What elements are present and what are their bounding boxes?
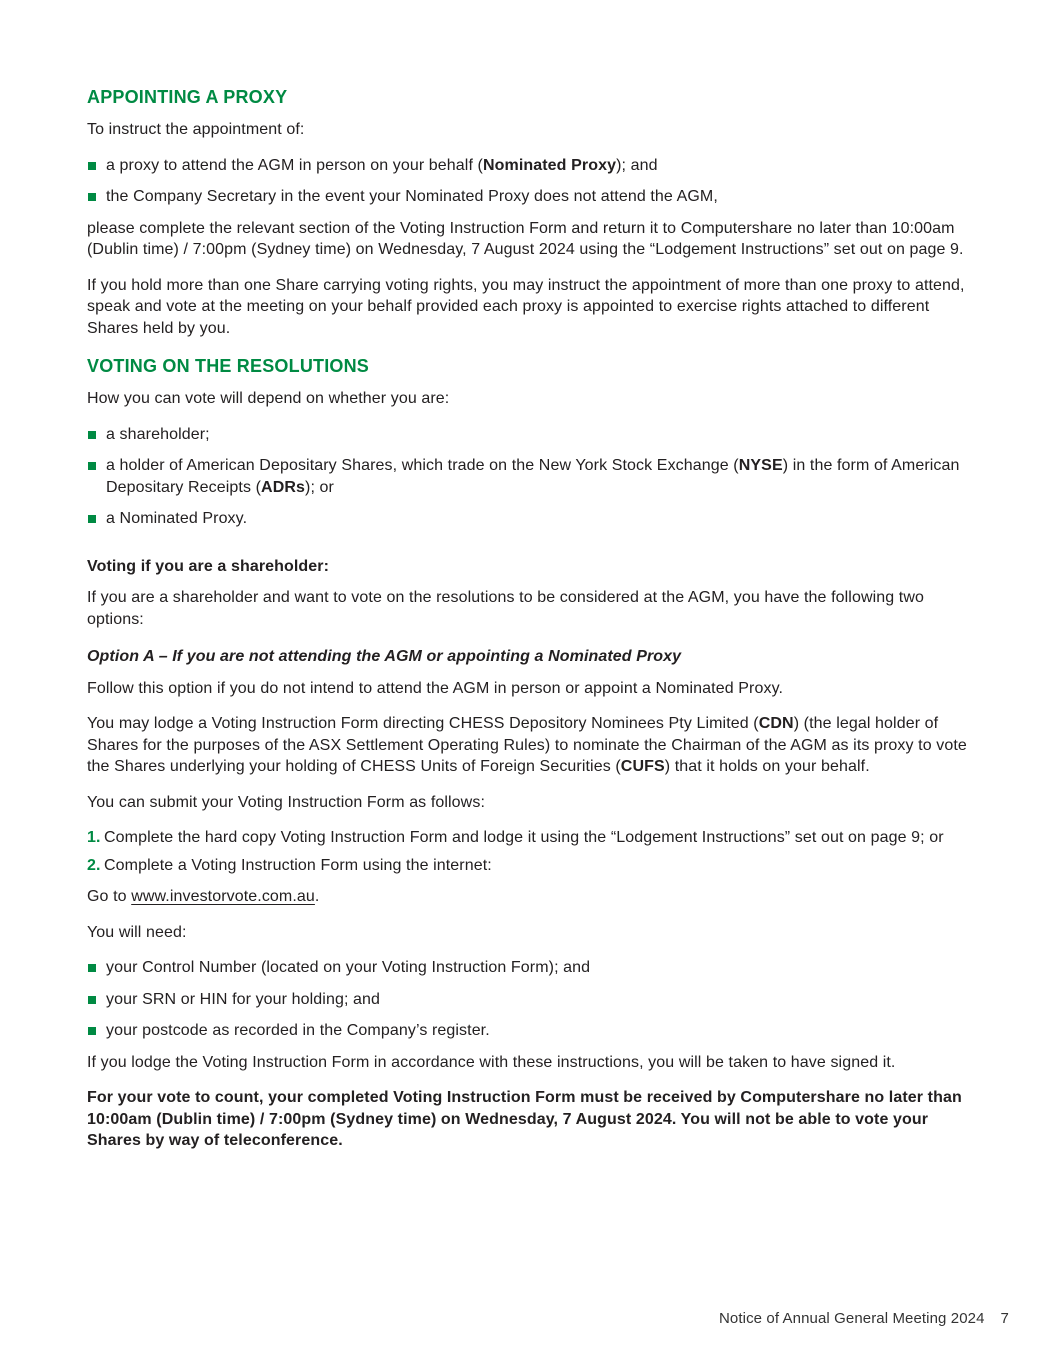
section-heading: APPOINTING A PROXY xyxy=(87,87,288,107)
option-heading: Option A – If you are not attending the AGM or appointing a Nominated Proxy xyxy=(87,648,682,665)
numbered-item-marker: 2. xyxy=(87,856,101,874)
text-run: How you can vote will depend on whether you are: xyxy=(87,390,450,407)
text-run: ); and xyxy=(616,156,658,174)
text-run: If you hold more than one Share carrying voting rights, you may instruct the appointment of more than one proxy to attend, speak and vote at the meeting on your behalf provided each proxy is appointed to exercise rights attached to different Shares held by you. xyxy=(87,276,965,337)
paragraph xyxy=(87,678,971,700)
bullet-square-icon xyxy=(88,431,96,439)
text-run: Follow this option if you do not intend to attend the AGM in person or appoint a Nominated Proxy. xyxy=(87,679,784,697)
text-run: For your vote to count, your completed Voting Instruction Form must be received by Computershare no later than 10:00am (Dublin time) / 7:00pm (Sydney time) on Wednesday, 7 August 2024. You will not be able to vote your Shares by way of teleconference. xyxy=(87,1089,962,1149)
text-run: . xyxy=(314,888,320,905)
text-run: CDN xyxy=(758,715,794,732)
bullet-square-icon xyxy=(88,996,96,1004)
bullet-item xyxy=(87,155,971,177)
bullet-text xyxy=(106,1020,490,1042)
text-run: You can submit your Voting Instruction Form as follows: xyxy=(87,793,485,811)
text-run: your postcode as recorded in the Company’s register. xyxy=(106,1022,490,1039)
subheading: Voting if you are a shareholder: xyxy=(87,557,330,575)
text-run: NYSE xyxy=(738,457,783,474)
page-footer xyxy=(719,1308,1009,1330)
bullet-text xyxy=(106,186,718,208)
text-run: ); or xyxy=(305,478,334,496)
text-run: ADRs xyxy=(261,478,306,496)
section-heading: VOTING ON THE RESOLUTIONS xyxy=(87,356,370,376)
document-content xyxy=(87,86,971,1166)
bullet-square-icon xyxy=(88,515,96,523)
text-run: your SRN or HIN for your holding; and xyxy=(106,990,381,1008)
text-run: Complete a Voting Instruction Form using the internet: xyxy=(104,856,492,874)
paragraph xyxy=(87,275,971,340)
bullet-text xyxy=(106,424,210,446)
text-run: Nominated Proxy xyxy=(482,156,617,174)
text-run: Go to xyxy=(87,888,132,905)
paragraph xyxy=(87,1087,971,1152)
text-run: If you lodge the Voting Instruction Form in accordance with these instructions, you will be taken to have signed it. xyxy=(87,1053,896,1071)
bullet-text xyxy=(106,508,247,530)
paragraph xyxy=(87,713,971,778)
paragraph xyxy=(87,886,971,908)
paragraph xyxy=(87,119,971,141)
text-run: CUFS xyxy=(620,758,665,775)
text-run: If you are a shareholder and want to vote on the resolutions to be considered at the AGM, you have the following two options: xyxy=(87,589,924,628)
bullet-item xyxy=(87,186,971,208)
numbered-item-text xyxy=(104,855,492,877)
bullet-square-icon xyxy=(88,193,96,201)
text-run: a shareholder; xyxy=(106,425,210,443)
text-run: your Control Number (located on your Voting Instruction Form); and xyxy=(106,959,591,976)
bullet-item xyxy=(87,1020,971,1042)
footer-page-number: 7 xyxy=(1000,1309,1009,1327)
footer-title: Notice of Annual General Meeting 2024 xyxy=(719,1309,985,1327)
text-run: a Nominated Proxy. xyxy=(106,510,248,527)
text-run: please complete the relevant section of the Voting Instruction Form and return it to Computershare no later than 10:00am (Dublin time) / 7:00pm (Sydney time) on Wednesday, 7 August 2024 using the “Lodgement Instructions” set out on page 9. xyxy=(87,219,964,258)
bullet-item xyxy=(87,989,971,1011)
bullet-item xyxy=(87,508,971,530)
text-run: a holder of American Depositary Shares, which trade on the New York Stock Exchange ( xyxy=(106,457,739,474)
numbered-item xyxy=(87,827,971,849)
bullet-item xyxy=(87,424,971,446)
bullet-item xyxy=(87,455,971,498)
bullet-square-icon xyxy=(88,162,96,170)
numbered-item-marker: 1. xyxy=(87,829,101,846)
text-run: To instruct the appointment of: xyxy=(87,121,305,138)
bullet-square-icon xyxy=(88,462,96,470)
text-run: Complete the hard copy Voting Instruction Form and lodge it using the “Lodgement Instructions” set out on page 9; or xyxy=(104,829,944,846)
text-run: ) that it holds on your behalf. xyxy=(664,758,870,775)
numbered-item xyxy=(87,855,971,877)
paragraph xyxy=(87,792,971,814)
paragraph xyxy=(87,388,971,410)
investorvote-link[interactable]: www.investorvote.com.au xyxy=(131,888,315,905)
text-run: ) (the legal holder of Shares for the purposes of the ASX Settlement Operating Rules) to nominate the Chairman of the AGM as its proxy to vote the Shares underlying your holding of CHESS Units of Foreign Securities ( xyxy=(87,715,967,775)
text-run: a proxy to attend the AGM in person on your behalf ( xyxy=(106,156,483,174)
bullet-text xyxy=(106,989,380,1011)
paragraph xyxy=(87,587,971,630)
text-run: ) in the form of American Depositary Receipts ( xyxy=(106,457,960,496)
text-run: You may lodge a Voting Instruction Form directing CHESS Depository Nominees Pty Limited ( xyxy=(87,715,759,732)
bullet-text xyxy=(106,455,971,498)
paragraph xyxy=(87,922,971,944)
paragraph xyxy=(87,218,971,261)
bullet-square-icon xyxy=(88,964,96,972)
numbered-item-text xyxy=(104,827,944,849)
text-run: the Company Secretary in the event your Nominated Proxy does not attend the AGM, xyxy=(106,188,718,205)
bullet-item xyxy=(87,957,971,979)
paragraph xyxy=(87,1052,971,1074)
text-run: You will need: xyxy=(87,923,187,941)
bullet-text xyxy=(106,957,590,979)
bullet-text xyxy=(106,155,658,177)
bullet-square-icon xyxy=(88,1027,96,1035)
